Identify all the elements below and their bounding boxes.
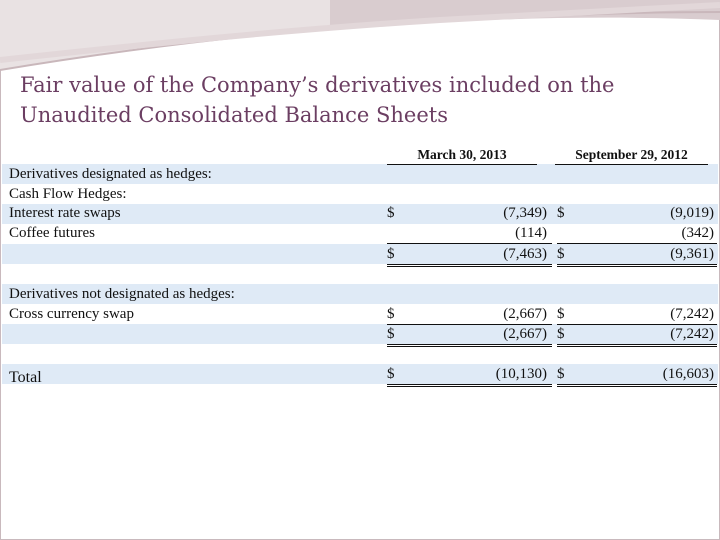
column-header-september-2012: September 29, 2012 (555, 146, 708, 165)
total-double-rule (557, 264, 717, 267)
currency-symbol: $ (557, 306, 565, 322)
row-label: Interest rate swaps (9, 205, 121, 221)
total-double-rule (387, 344, 552, 347)
currency-symbol: $ (387, 205, 395, 221)
value-cell: (7,242) (670, 326, 714, 342)
currency-symbol: $ (557, 246, 565, 262)
slide-title-line-2: Unaudited Consolidated Balance Sheets (20, 103, 449, 127)
total-double-rule (387, 264, 552, 267)
currency-symbol: $ (557, 326, 565, 342)
value-cell: (9,019) (670, 205, 714, 221)
row-label: Cash Flow Hedges: (9, 186, 127, 202)
currency-symbol: $ (387, 326, 395, 342)
slide-title (20, 70, 700, 130)
value-cell-total: (16,603) (662, 366, 714, 382)
row-label: Derivatives designated as hedges: (9, 166, 212, 182)
currency-symbol: $ (557, 205, 565, 221)
total-double-rule (557, 384, 717, 387)
currency-symbol: $ (387, 366, 395, 382)
currency-symbol: $ (557, 366, 565, 382)
value-cell: (9,361) (670, 246, 714, 262)
total-double-rule (387, 384, 552, 387)
value-cell: (2,667) (503, 326, 547, 342)
value-cell-total: (10,130) (495, 366, 547, 382)
value-cell: (7,463) (503, 246, 547, 262)
row-label: Derivatives not designated as hedges: (9, 286, 235, 302)
row-label: Coffee futures (9, 225, 95, 241)
derivatives-table (2, 137, 718, 401)
column-header-march-2013: March 30, 2013 (387, 146, 537, 165)
value-cell: (114) (515, 225, 547, 241)
row-label: Cross currency swap (9, 306, 134, 322)
currency-symbol: $ (387, 246, 395, 262)
row-label-total: Total (9, 369, 42, 386)
value-cell: (342) (681, 225, 714, 241)
value-cell: (7,349) (503, 205, 547, 221)
value-cell: (2,667) (503, 306, 547, 322)
slide-title-line-1: Fair value of the Company’s derivatives included on the (20, 73, 615, 97)
currency-symbol: $ (387, 306, 395, 322)
total-double-rule (557, 344, 717, 347)
value-cell: (7,242) (670, 306, 714, 322)
